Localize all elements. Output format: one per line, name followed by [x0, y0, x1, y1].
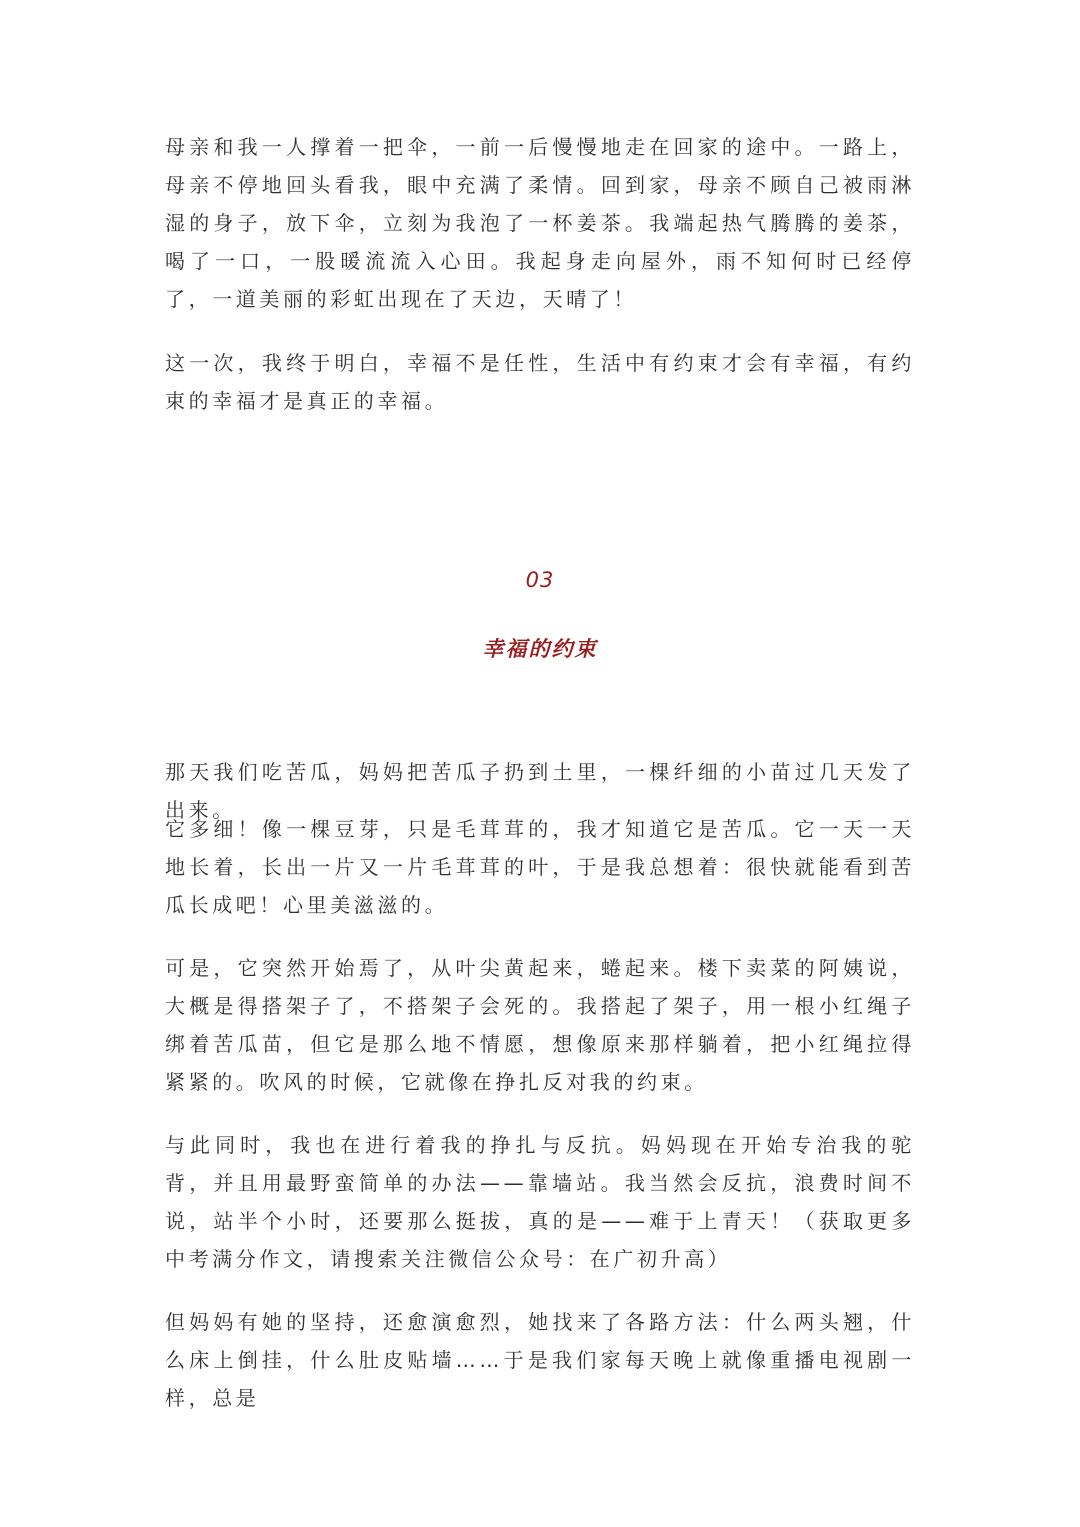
- section-number: 03: [525, 568, 555, 592]
- paragraph: 它多细！像一棵豆芽，只是毛茸茸的，我才知道它是苦瓜。它一天一天地长着，长出一片又一片毛茸茸的叶，于是我总想着：很快就能看到苦瓜长成吧！心里美滋滋的。: [165, 817, 915, 917]
- paragraph: 那天我们吃苦瓜，妈妈把苦瓜子扔到土里，一棵纤细的小苗过几天发了出来。: [165, 760, 915, 822]
- paragraph: 母亲和我一人撑着一把伞，一前一后慢慢地走在回家的途中。一路上，母亲不停地回头看我，眼中充满了柔情。回到家，母亲不顾自己被雨淋湿的身子，放下伞，立刻为我泡了一杯姜茶。我端起热气腾腾的姜茶，喝了一口，一股暖流流入心田。我起身走向屋外，雨不知何时已经停了，一道美丽的彩虹出现在了天边，天晴了！: [165, 135, 915, 311]
- paragraph: 可是，它突然开始焉了，从叶尖黄起来，蜷起来。楼下卖菜的阿姨说，大概是得搭架子了，不搭架子会死的。我搭起了架子，用一根小红绳子绑着苦瓜苗，但它是那么地不情愿，想像原来那样躺着，把小红绳拉得紧紧的。吹风的时候，它就像在挣扎反对我的约束。: [165, 956, 915, 1094]
- paragraph: 这一次，我终于明白，幸福不是任性，生活中有约束才会有幸福，有约束的幸福才是真正的幸福。: [165, 351, 915, 413]
- section-title: 幸福的约束: [482, 637, 598, 661]
- paragraph: 与此同时，我也在进行着我的挣扎与反抗。妈妈现在开始专治我的驼背，并且用最野蛮简单的办法——靠墙站。我当然会反抗，浪费时间不说，站半个小时，还要那么挺拔，真的是——难于上青天！（获取更多中考满分作文，请搜索关注微信公众号：在广初升高）: [165, 1133, 915, 1271]
- paragraph: 但妈妈有她的坚持，还愈演愈烈，她找来了各路方法：什么两头翘，什么床上倒挂，什么肚皮贴墙……于是我们家每天晚上就像重播电视剧一样，总是: [165, 1310, 915, 1410]
